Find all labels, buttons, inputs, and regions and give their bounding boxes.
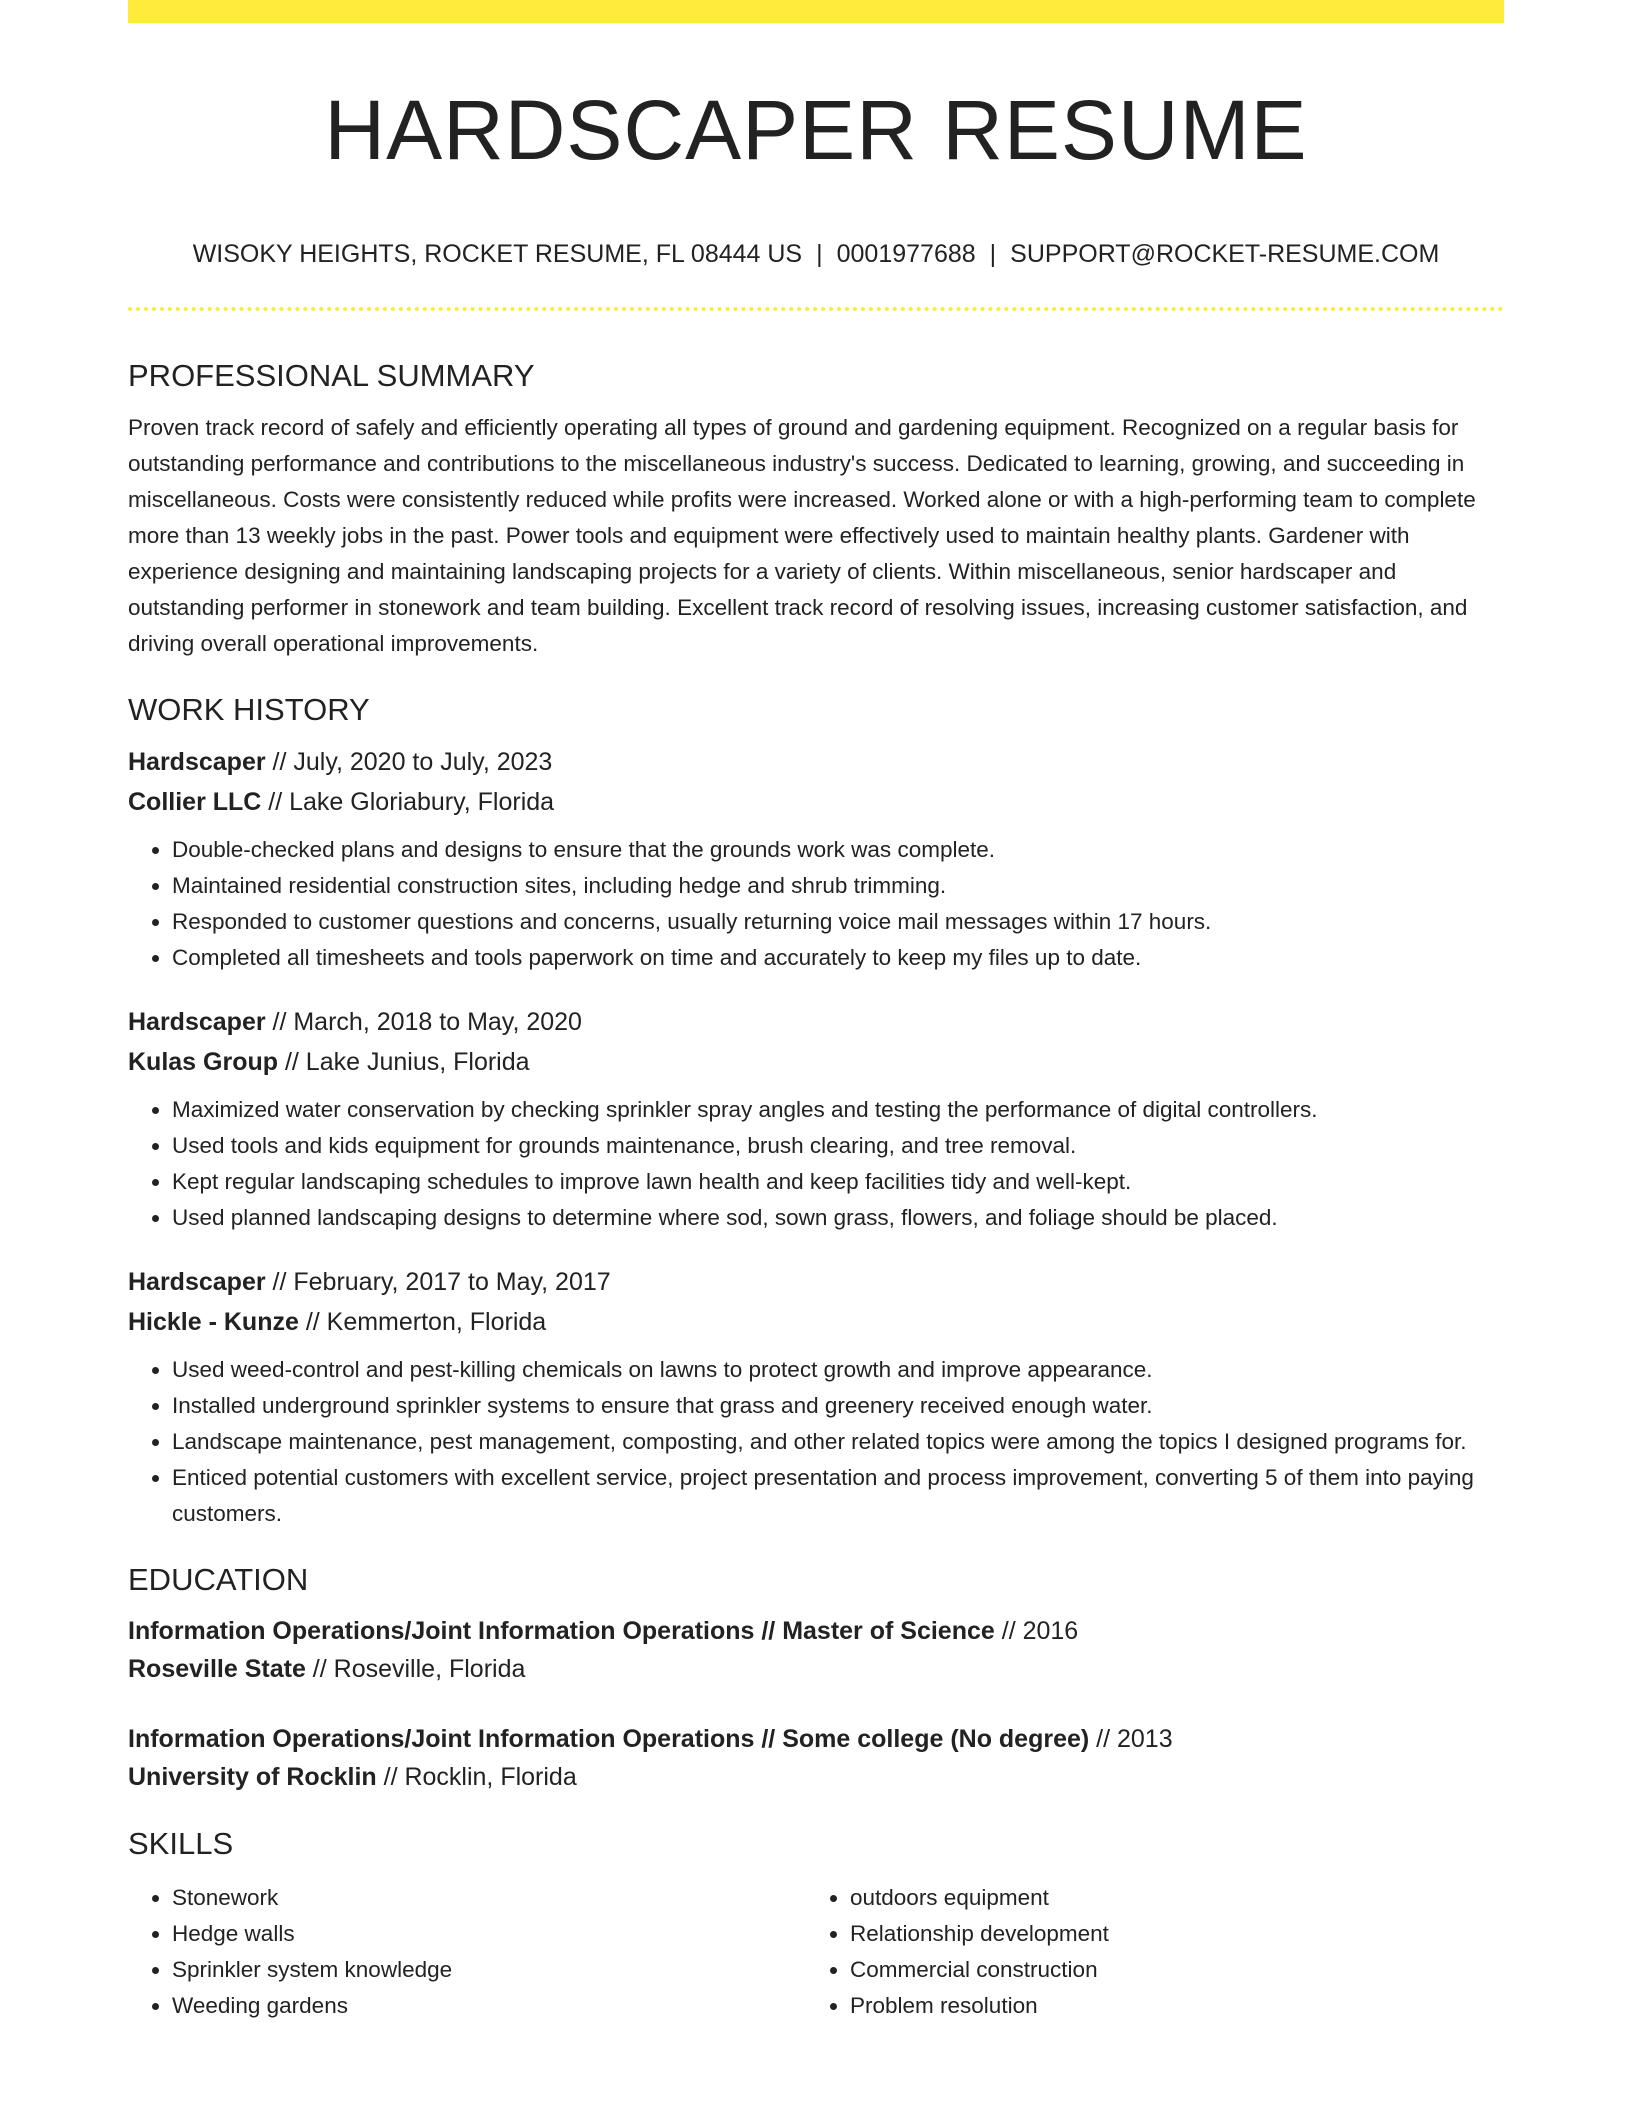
job-title-line — [128, 742, 1504, 782]
job-bullets — [128, 1092, 1504, 1236]
skills-heading: SKILLS — [128, 1826, 234, 1861]
job-bullet: • Used planned landscaping designs to determine where sod, sown grass, flowers, and foliage should be placed. — [172, 1200, 1504, 1236]
education-entry — [128, 1612, 1504, 1688]
contact-address: WISOKY HEIGHTS, ROCKET RESUME, FL 08444 US — [192, 240, 803, 268]
education-location: // Roseville, Florida — [305, 1655, 526, 1683]
education-degree: Information Operations/Joint Information Operations // Master of Science — [128, 1617, 995, 1645]
job-company: Collier LLC — [128, 788, 262, 816]
job-entry — [128, 1262, 1504, 1532]
job-bullet: • Responded to customer questions and concerns, usually returning voice mail messages within 17 hours. — [172, 904, 1504, 940]
job-bullet: • Completed all timesheets and tools paperwork on time and accurately to keep my files up to date. — [172, 940, 1504, 976]
skill-item: • Commercial construction — [850, 1952, 1484, 1988]
job-bullet: • Kept regular landscaping schedules to improve lawn health and keep facilities tidy and well-kept. — [172, 1164, 1504, 1200]
accent-bar — [128, 0, 1504, 23]
job-bullet: • Used tools and kids equipment for grounds maintenance, brush clearing, and tree removal. — [172, 1128, 1504, 1164]
education-location: // Rocklin, Florida — [376, 1763, 577, 1791]
education-school-line — [128, 1650, 1504, 1688]
job-bullet: • Used weed-control and pest-killing chemicals on lawns to protect growth and improve appearance. — [172, 1352, 1504, 1388]
job-title: Hardscaper — [128, 1268, 266, 1296]
skills-list-left — [128, 1880, 806, 2024]
job-company: Kulas Group — [128, 1048, 279, 1076]
spacer — [128, 1796, 1504, 1818]
job-location: // Lake Junius, Florida — [278, 1048, 530, 1076]
job-company-line — [128, 782, 1504, 822]
education-entry — [128, 1720, 1504, 1796]
education-school-line — [128, 1758, 1504, 1796]
job-bullets — [128, 1352, 1504, 1532]
job-dates: // July, 2020 to July, 2023 — [265, 748, 553, 776]
education-year: // 2013 — [1089, 1725, 1173, 1753]
work-history-heading: WORK HISTORY — [128, 692, 370, 727]
job-company: Hickle - Kunze — [128, 1308, 299, 1336]
job-company-line — [128, 1042, 1504, 1082]
skills-columns — [128, 1870, 1504, 2024]
education-degree-line — [128, 1720, 1504, 1758]
dotted-divider — [128, 307, 1504, 311]
job-location: // Kemmerton, Florida — [298, 1308, 547, 1336]
job-entry — [128, 1002, 1504, 1236]
contact-line — [128, 236, 1504, 272]
skill-item: • Weeding gardens — [172, 1988, 806, 2024]
education-school: University of Rocklin — [128, 1763, 377, 1791]
job-title-line — [128, 1002, 1504, 1042]
job-bullet: • Maintained residential construction sites, including hedge and shrub trimming. — [172, 868, 1504, 904]
job-title: Hardscaper — [128, 748, 266, 776]
page-title: HARDSCAPER RESUME — [324, 83, 1308, 177]
skills-list-right — [806, 1880, 1484, 2024]
job-bullet: • Double-checked plans and designs to ensure that the grounds work was complete. — [172, 832, 1504, 868]
job-dates: // March, 2018 to May, 2020 — [265, 1008, 582, 1036]
education-year: // 2016 — [994, 1617, 1079, 1645]
contact-email[interactable]: SUPPORT@ROCKET-RESUME.COM — [1010, 240, 1440, 268]
education-degree-line — [128, 1612, 1504, 1650]
job-bullet: • Landscape maintenance, pest management, composting, and other related topics were among the topics I designed programs for. — [172, 1424, 1504, 1460]
spacer — [128, 1532, 1504, 1554]
skill-item: • outdoors equipment — [850, 1880, 1484, 1916]
job-company-line — [128, 1302, 1504, 1342]
job-bullet: • Maximized water conservation by checking sprinkler spray angles and testing the performance of digital controllers. — [172, 1092, 1504, 1128]
education-heading: EDUCATION — [128, 1562, 309, 1597]
contact-separator: | — [816, 240, 823, 268]
contact-separator: | — [989, 240, 997, 268]
summary-heading: PROFESSIONAL SUMMARY — [128, 358, 535, 393]
job-location: // Lake Gloriabury, Florida — [261, 788, 555, 816]
job-entry — [128, 742, 1504, 976]
education-school: Roseville State — [128, 1655, 306, 1683]
skill-item: • Relationship development — [850, 1916, 1484, 1952]
job-bullets — [128, 832, 1504, 976]
contact-phone: 0001977688 — [836, 240, 976, 268]
summary-text: Proven track record of safely and efficiently operating all types of ground and gardening equipment. Recognized on a regular basis for outstanding performance and contributions to the miscellaneous industry's success. Dedicated to learning, growing, and succeeding in miscellaneous. Costs were consistently reduced while profits were increased. Worked alone or with a high-performing team to complete more than 13 weekly jobs in the past. Power tools and equipment were effectively used to maintain healthy plants. Gardener with experience designing and maintaining landscaping projects for a variety of clients. Within miscellaneous, senior hardscaper and outstanding performer in stonework and team building. Excellent track record of resolving issues, increasing customer satisfaction, and driving overall operational improvements. — [128, 415, 1476, 656]
job-dates: // February, 2017 to May, 2017 — [265, 1268, 611, 1296]
job-bullet: • Enticed potential customers with excellent service, project presentation and process improvement, converting 5 of them into paying customers. — [172, 1460, 1504, 1532]
resume-body — [128, 350, 1504, 2024]
job-title-line — [128, 1262, 1504, 1302]
skill-item: • Sprinkler system knowledge — [172, 1952, 806, 1988]
job-title: Hardscaper — [128, 1008, 266, 1036]
skill-item: • Problem resolution — [850, 1988, 1484, 2024]
skill-item: • Stonework — [172, 1880, 806, 1916]
education-degree: Information Operations/Joint Information Operations // Some college (No degree) — [128, 1725, 1090, 1753]
job-bullet: • Installed underground sprinkler systems to ensure that grass and greenery received enough water. — [172, 1388, 1504, 1424]
skill-item: • Hedge walls — [172, 1916, 806, 1952]
